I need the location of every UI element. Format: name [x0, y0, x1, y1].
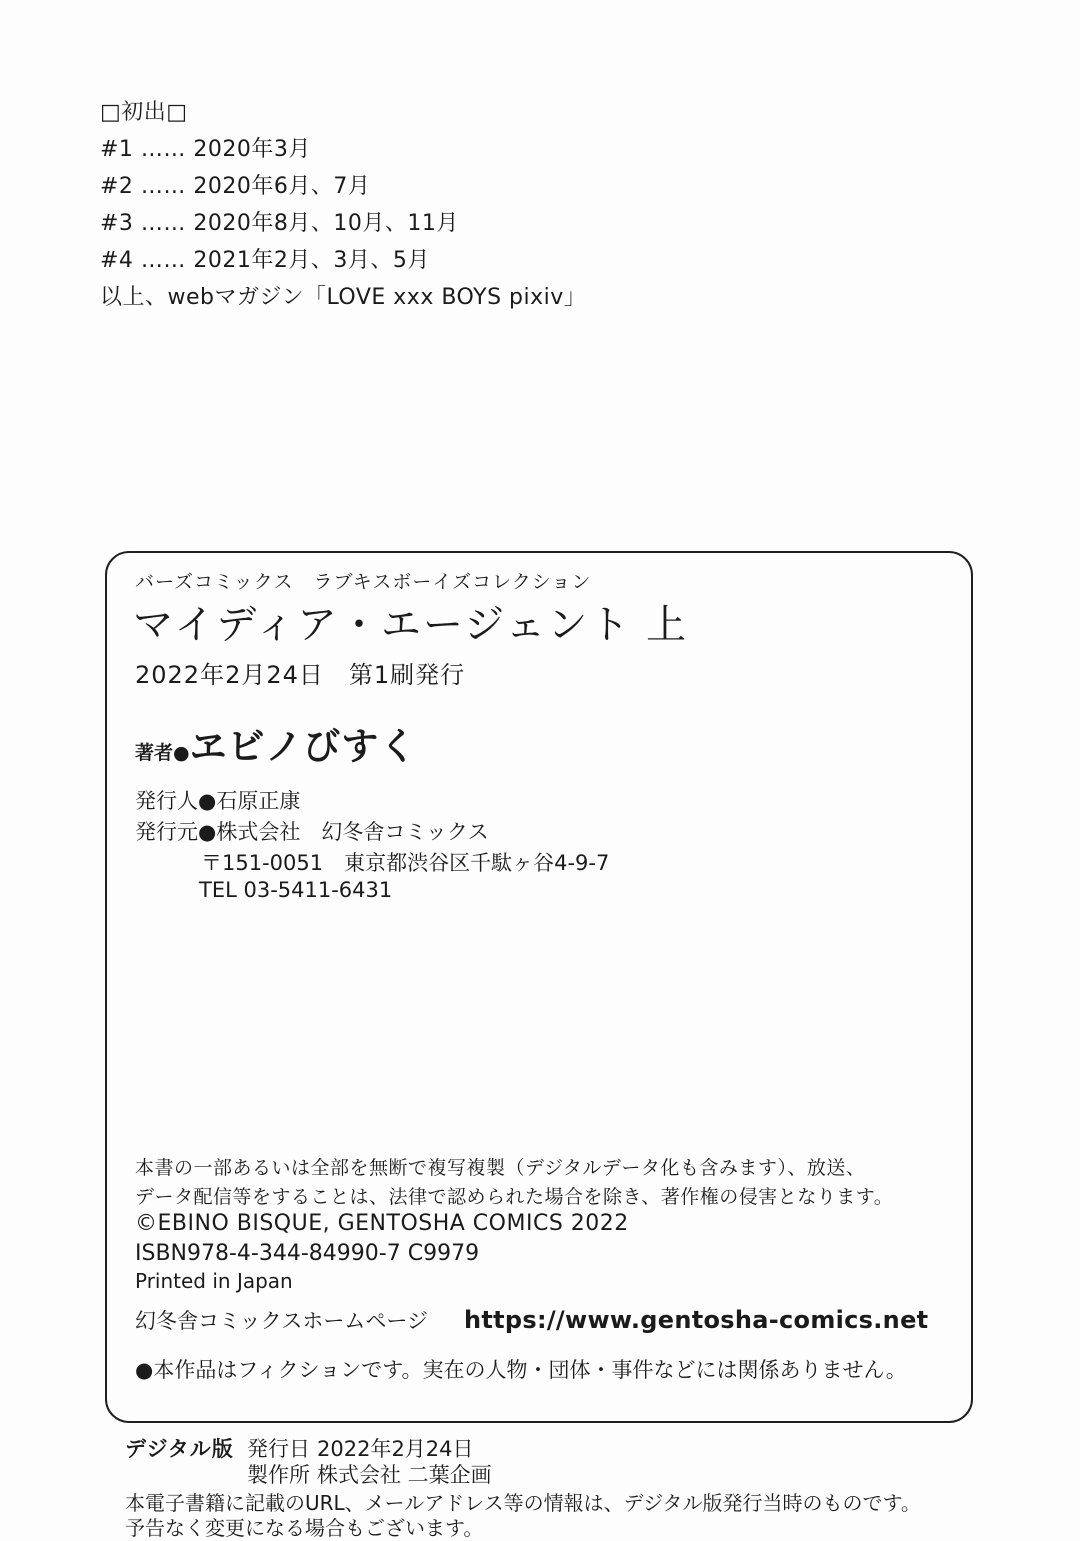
rights-notice-line1: 本書の一部あるいは全部を無断で複写複製（デジタルデータ化も含みます）、放送、 — [135, 1157, 866, 1179]
first-publication-source-note: 以上、webマガジン「LOVE xxx BOYS pixiv」 — [100, 285, 587, 310]
first-publication-section — [100, 94, 586, 316]
digital-note-line2: 予告なく変更になる場合もございます。 — [125, 1516, 484, 1540]
printed-in-japan-line: Printed in Japan — [135, 1269, 293, 1293]
isbn-line: ISBN978-4-344-84990-7 C9979 — [135, 1241, 480, 1266]
first-publication-item-1: #1 …… 2020年3月 — [100, 137, 311, 162]
author-name: ヱビノびすく — [189, 725, 418, 768]
imprint-line: バーズコミックス ラブキスボーイズコレクション — [135, 571, 592, 593]
first-publication-item-3: #3 …… 2020年8月、10月、11月 — [100, 211, 459, 236]
producer-label: 製作所 — [247, 1463, 310, 1487]
author-label: 著者● — [135, 742, 190, 764]
publisher-tel: TEL 03-5411-6431 — [199, 878, 393, 902]
homepage-label: 幻冬舎コミックスホームページ — [135, 1309, 428, 1333]
homepage-url: https://www.gentosha-comics.net — [463, 1306, 929, 1334]
rights-notice-line2: データ配信等をすることは、法律で認められた場合を除き、著作権の侵害となります。 — [135, 1186, 894, 1208]
first-publication-header: □初出□ — [100, 100, 188, 125]
issue-date-label: 発行日 — [247, 1437, 310, 1461]
author-line — [135, 716, 417, 770]
publisher-line: 発行元●株式会社 幻冬舎コミックス — [135, 820, 489, 844]
homepage-line — [135, 1305, 928, 1335]
digital-edition-label: デジタル版 — [125, 1437, 234, 1461]
first-publication-item-4: #4 …… 2021年2月、3月、5月 — [100, 248, 430, 273]
fiction-disclaimer: ●本作品はフィクションです。実在の人物・団体・事件などには関係ありません。 — [135, 1358, 907, 1382]
first-publication-item-2: #2 …… 2020年6月、7月 — [100, 174, 371, 199]
digital-note-line1: 本電子書籍に記載のURL、メールアドレス等の情報は、デジタル版発行当時のものです。 — [125, 1491, 921, 1515]
issuer-line: 発行人●石原正康 — [135, 789, 301, 813]
issue-date-value: 2022年2月24日 — [317, 1437, 474, 1461]
book-title: マイディア・エージェント 上 — [133, 602, 689, 648]
edition-line: 2022年2月24日 第1刷発行 — [135, 661, 466, 689]
colophon-box — [105, 551, 973, 1423]
digital-edition-row2 — [125, 1459, 492, 1489]
copyright-line: ©EBINO BISQUE, GENTOSHA COMICS 2022 — [135, 1211, 629, 1236]
rights-notice — [135, 1154, 893, 1212]
producer-name: 株式会社 二葉企画 — [317, 1463, 492, 1487]
publisher-address: 〒151-0051 東京都渋谷区千駄ヶ谷4-9-7 — [201, 851, 610, 875]
